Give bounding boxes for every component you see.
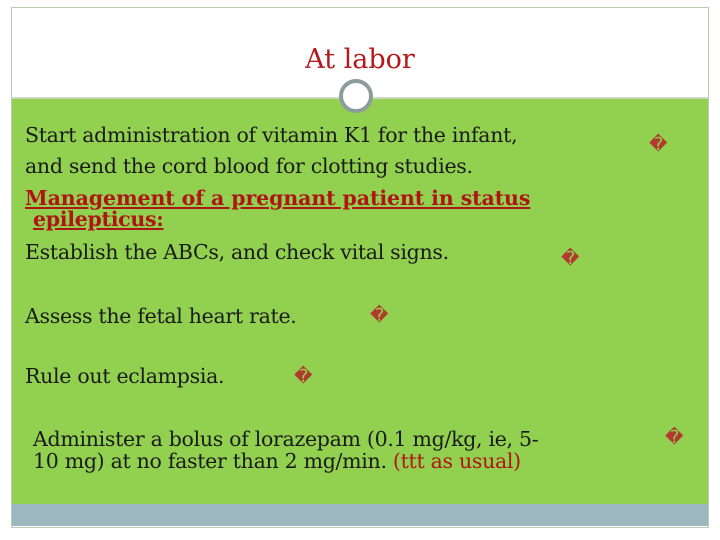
dose-text: 10 mg) at no faster than 2 mg/min.	[33, 449, 387, 473]
slide-title: At labor	[305, 44, 415, 75]
bullet-glyph-icon: �	[649, 134, 668, 155]
management-heading-cont: epilepticus:	[33, 207, 164, 231]
management-heading: Management of a pregnant patient in status	[25, 186, 531, 210]
text-line-lorazepam: Administer a bolus of lorazepam (0.1 mg/kg, ie, 5-	[33, 427, 539, 451]
bullet-glyph-icon: �	[561, 248, 580, 269]
ttt-note: (ttt as usual)	[392, 449, 521, 473]
bullet-glyph-icon: �	[370, 305, 389, 326]
bottom-bar	[12, 504, 708, 526]
text-line-1: Start administration of vitamin K1 for the infant,	[25, 123, 518, 147]
bullet-glyph-icon: �	[294, 366, 313, 387]
text-line-abcs: Establish the ABCs, and check vital signs.	[25, 240, 449, 264]
divider-circle-icon	[339, 79, 373, 113]
bullet-glyph-icon: �	[665, 427, 684, 448]
text-line-eclampsia: Rule out eclampsia.	[25, 364, 225, 388]
text-line-fetal: Assess the fetal heart rate.	[25, 304, 297, 328]
text-line-2: and send the cord blood for clotting studies.	[25, 154, 473, 178]
text-line-lorazepam-cont	[33, 449, 521, 473]
